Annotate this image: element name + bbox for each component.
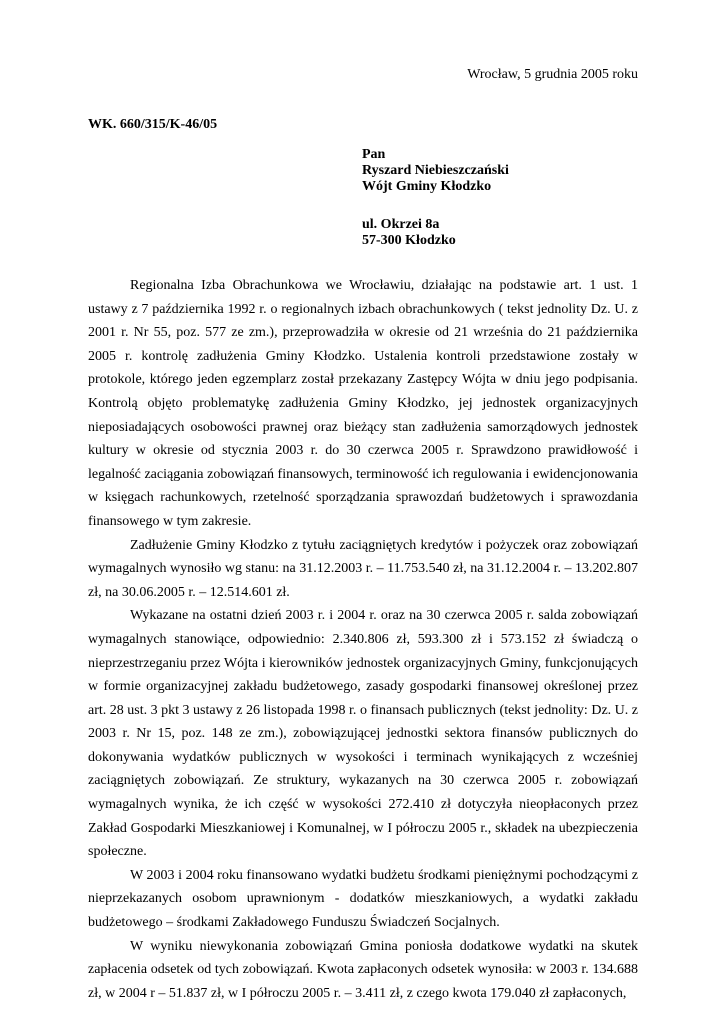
recipient-address-block: [362, 147, 509, 249]
recipient-name: Ryszard Niebieszczański: [362, 163, 509, 178]
recipient-salutation: Pan: [362, 147, 386, 162]
recipient-postal-city: 57-300 Kłodzko: [362, 233, 456, 248]
body-paragraph: Zadłużenie Gminy Kłodzko z tytułu zaciągniętych kredytów i pożyczek oraz zobowiązań wymagalnych wynosiło wg stanu: na 31.12.2003 r. – 11.753.540 zł, na 31.12.2004 r. – 13.202.807 zł, na 30.06.2005 r. – 12.514.601 zł.: [88, 537, 638, 600]
recipient-street: ul. Okrzei 8a: [362, 217, 440, 232]
body-paragraph: Wykazane na ostatni dzień 2003 r. i 2004 r. oraz na 30 czerwca 2005 r. salda zobowiązań wymagalnych stanowiące, odpowiednio: 2.340.806 zł, 593.300 zł i 573.152 zł świadczą o nieprzestrzeganiu przez Wójta i kierowników jednostek organizacyjnych Gminy, funkcjonujących w formie organizacyjnej zakładu budżetowego, zasady gospodarki finansowej określonej przez art. 28 ust. 3 pkt 3 ustawy z 26 listopada 1998 r. o finansach publicznych (tekst jednolity: Dz. U. z 2003 r. Nr 15, poz. 148 ze zm.), zobowiązującej jednostki sektora finansów publicznych do dokonywania wydatków publicznych w wysokości i terminach wynikających z wcześniej zaciągniętych zobowiązań. Ze struktury, wykazanych na 30 czerwca 2005 r. zobowiązań wymagalnych wynika, że ich część w wysokości 272.410 zł dotyczyła nieopłaconych przez Zakład Gospodarki Mieszkaniowej i Komunalnej, w I półroczu 2005 r., składek na ubezpieczenia społeczne.: [88, 608, 638, 860]
recipient-title: Wójt Gminy Kłodzko: [362, 179, 492, 194]
body-paragraph: Regionalna Izba Obrachunkowa we Wrocławiu, działając na podstawie art. 1 ust. 1 ustawy z 7 października 1992 r. o regionalnych izbach obrachunkowych ( tekst jednolity Dz. U. z 2001 r. Nr 55, poz. 577 ze zm.), przeprowadziła w okresie od 21 września do 21 października 2005 r. kontrolę zadłużenia Gminy Kłodzko. Ustalenia kontroli przedstawione zostały w protokole, którego jeden egzemplarz został przekazany Zastępcy Wójta w dniu jego podpisania. Kontrolą objęto problematykę zadłużenia Gminy Kłodzko, jej jednostek organizacyjnych nieposiadających osobowości prawnej oraz bieżący stan zadłużenia samorządowych jednostek kultury w okresie od stycznia 2003 r. do 30 czerwca 2005 r. Sprawdzono prawidłowość i legalność zaciągania zobowiązań finansowych, terminowość ich regulowania i ewidencjonowania w księgach rachunkowych, rzetelność sporządzania sprawozdań budżetowych i sprawozdania finansowego w tym zakresie.: [88, 278, 638, 529]
body-paragraph: W wyniku niewykonania zobowiązań Gmina poniosła dodatkowe wydatki na skutek zapłacenia odsetek od tych zobowiązań. Kwota zapłaconych odsetek wynosiła: w 2003 r. 134.688 zł, w 2004 r – 51.837 zł, w I półroczu 2005 r. – 3.411 zł, z czego kwota 179.040 zł zapłaconych,: [88, 938, 638, 1001]
body-paragraph: W 2003 i 2004 roku finansowano wydatki budżetu środkami pieniężnymi pochodzącymi z nieprzekazanych osobom uprawnionym - dodatków mieszkaniowych, a wydatki zakładu budżetowego – środkami Zakładowego Funduszu Świadczeń Socjalnych.: [88, 867, 638, 931]
reference-number: WK. 660/315/K-46/05: [88, 117, 218, 132]
letter-body: [88, 274, 638, 1005]
address-spacer: [362, 195, 509, 217]
place-date: Wrocław, 5 grudnia 2005 roku: [467, 67, 638, 82]
